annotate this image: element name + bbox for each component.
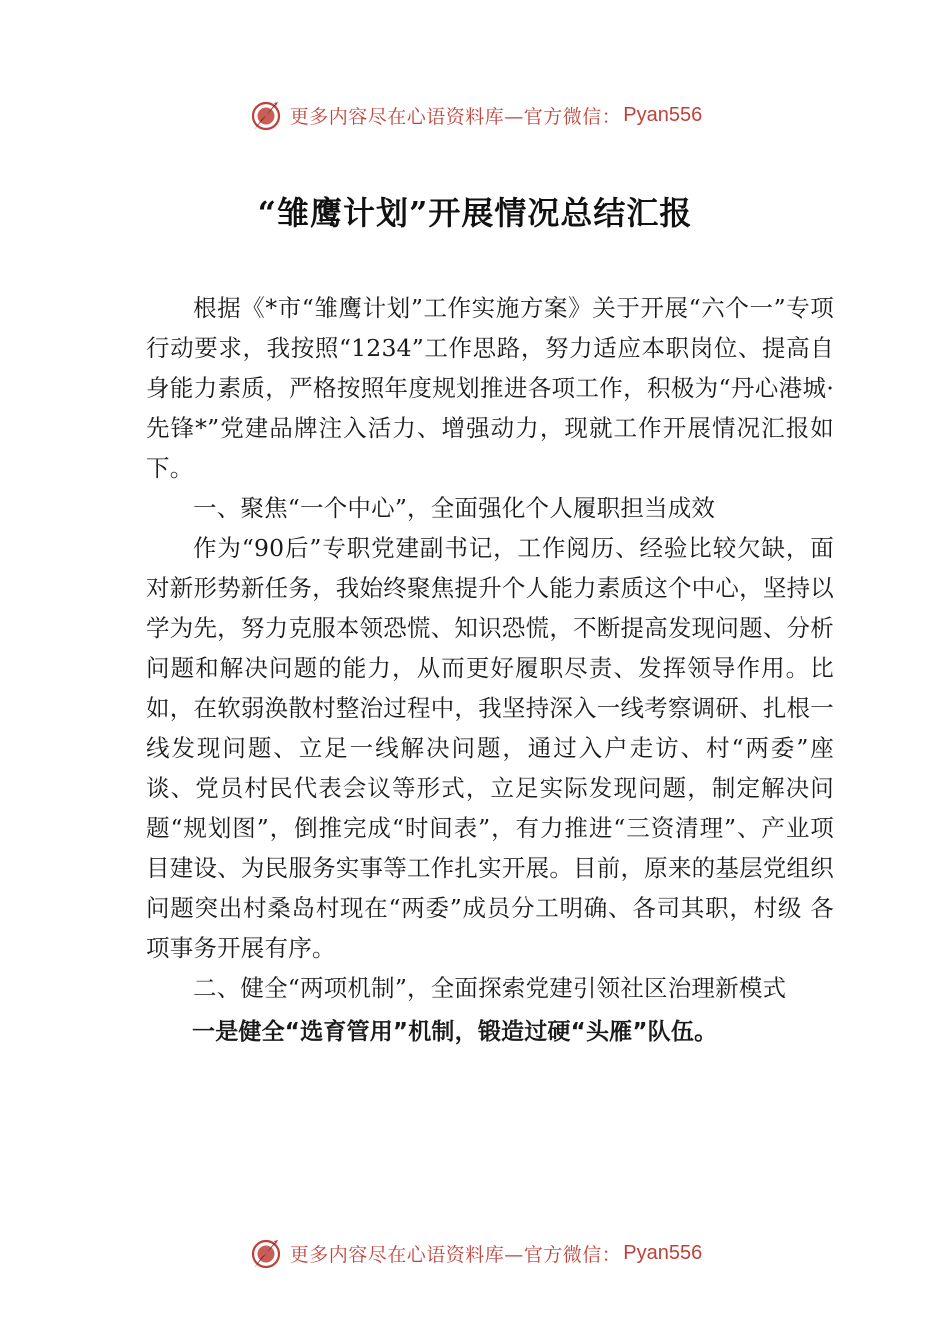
document-title: “雏鹰计划”开展情况总结汇报 bbox=[257, 194, 693, 232]
banner-text: 更多内容尽在心语资料库—官方微信： bbox=[289, 1243, 622, 1266]
document-body bbox=[146, 288, 834, 1052]
header-banner bbox=[0, 95, 950, 135]
intro-paragraph: 根据《*市“雏鹰计划”工作实施方案》关于开展“六个一”专项行动要求，我按照“1234”工作思路，努力适应本职岗位、提高自身能力素质，严格按照年度规划推进各项工作，积极为“丹心港城·先锋*”党建品牌注入活力、增强动力，现就工作开展情况汇报如下。 bbox=[146, 294, 834, 482]
feather-pen-seal-icon bbox=[248, 1235, 284, 1271]
bold-subheading: 一是健全“选育管用”机制，锻造过硬“头雁”队伍。 bbox=[192, 1019, 718, 1045]
feather-pen-seal-icon bbox=[248, 97, 284, 133]
section-heading-2: 二、健全“两项机制”，全面探索党建引领社区治理新模式 bbox=[193, 974, 787, 1002]
footer-banner bbox=[0, 1233, 950, 1273]
banner-wechat-id: Pyan556 bbox=[623, 103, 703, 126]
section-1-paragraph: 作为“90后”专职党建副书记，工作阅历、经验比较欠缺，面对新形势新任务，我始终聚焦提升个人能力素质这个中心，坚持以学为先，努力克服本领恐慌、知识恐慌，不断提高发现问题、分析问题和解决问题的能力，从而更好履职尽责、发挥领导作用。比如，在软弱涣散村整治过程中，我坚持深入一线考察调研、扎根一线发现问题、立足一线解决问题，通过入户走访、村“两委”座谈、党员村民代表会议等形式，立足实际发现问题，制定解决问题“规划图”，倒推完成“时间表”，有力推进“三资清理”、产业项目建设、为民服务实事等工作扎实开展。目前，原来的基层党组织问题突出村桑岛村现在“两委”成员分工明确、各司其职，村级 各项事务开展有序。 bbox=[146, 534, 834, 962]
banner-wechat-id: Pyan556 bbox=[623, 1241, 703, 1264]
section-heading-1: 一、聚焦“一个中心”，全面强化个人履职担当成效 bbox=[193, 494, 716, 522]
banner-text: 更多内容尽在心语资料库—官方微信： bbox=[289, 105, 622, 128]
